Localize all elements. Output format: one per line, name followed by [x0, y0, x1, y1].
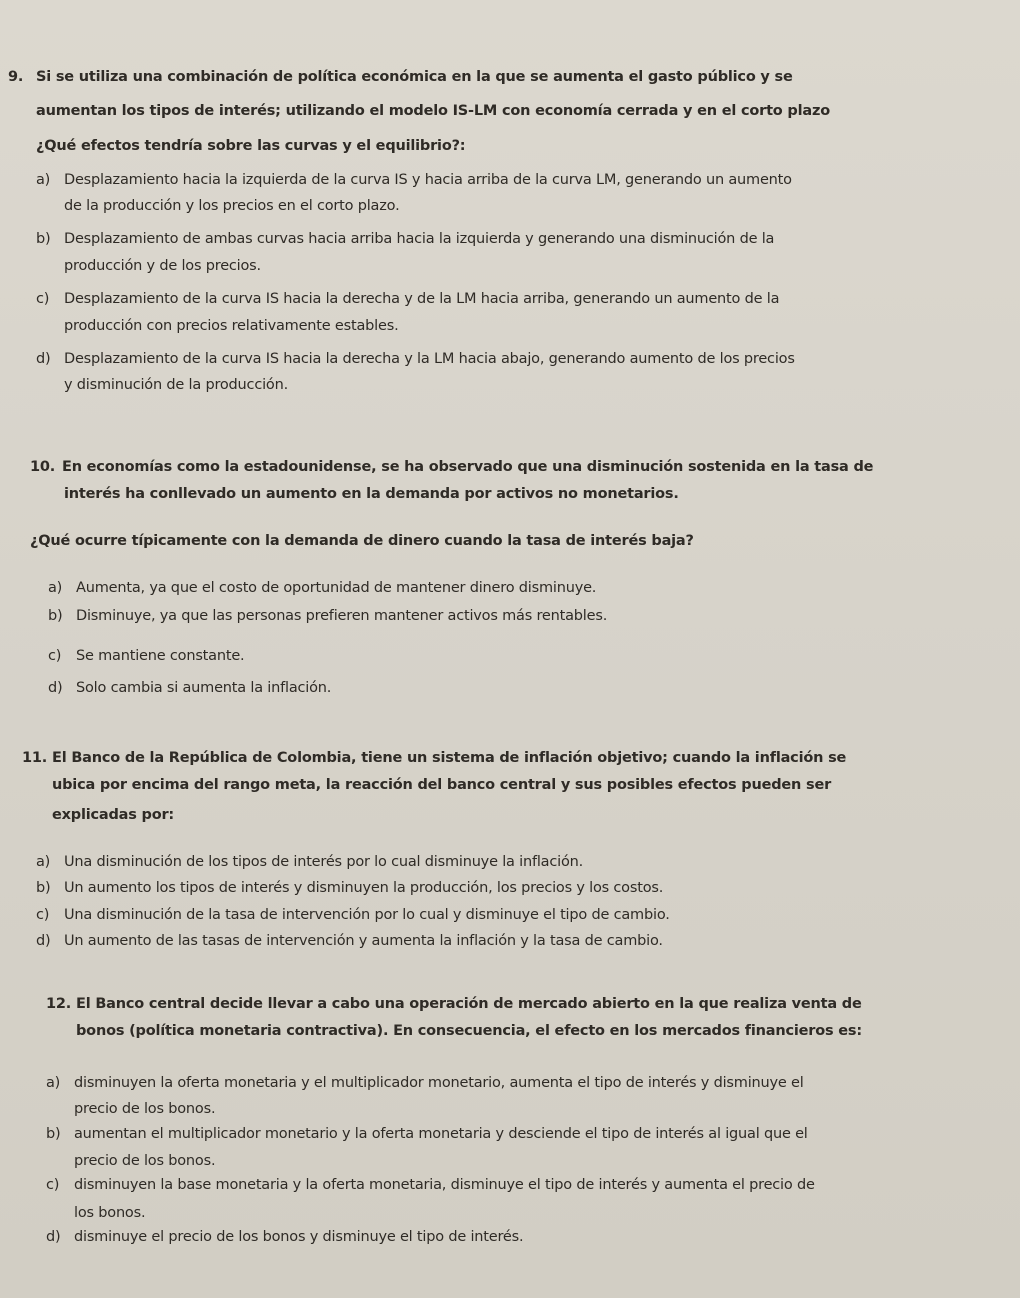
q10-option-d-letter: d)	[48, 680, 63, 696]
q11-stem-line-3: explicadas por:	[52, 807, 175, 823]
q9-option-b-line-2: producción y de los precios.	[64, 258, 261, 274]
q12-stem-line-1: 12. El Banco central decide llevar a cabo una operación de mercado abierto en la que realiza venta de	[46, 994, 862, 1015]
q12-option-d: d) disminuye el precio de los bonos y disminuye el tipo de interés.	[46, 1227, 523, 1248]
q10-stem-line-2: interés ha conllevado un aumento en la demanda por activos no monetarios.	[64, 486, 679, 502]
q9-option-b-letter: b)	[36, 231, 51, 247]
q9-option-a: a) Desplazamiento hacia la izquierda de la curva IS y hacia arriba de la curva LM, generando un aumento	[36, 170, 792, 191]
q10-option-b-letter: b)	[48, 608, 63, 624]
q12-option-c-letter: c)	[46, 1177, 60, 1193]
q10-number: 10.	[30, 459, 56, 475]
q9-option-d-line-2: y disminución de la producción.	[64, 377, 288, 393]
q10-option-c: c) Se mantiene constante.	[48, 646, 244, 667]
q9-option-c: c) Desplazamiento de la curva IS hacia la derecha y de la LM hacia arriba, generando un aumento de la	[36, 289, 779, 310]
q10-option-a-letter: a)	[48, 580, 63, 596]
q9-option-d: d) Desplazamiento de la curva IS hacia la derecha y la LM hacia abajo, generando aumento de los precios	[36, 349, 795, 370]
q9-option-c-letter: c)	[36, 291, 50, 307]
q11-option-b: b) Un aumento los tipos de interés y disminuyen la producción, los precios y los costos.	[36, 878, 663, 899]
q12-number: 12.	[46, 996, 72, 1012]
q12-option-d-letter: d)	[46, 1229, 61, 1245]
q11-option-d: d) Un aumento de las tasas de intervención y aumenta la inflación y la tasa de cambio.	[36, 931, 663, 952]
q9-option-a-line-2: de la producción y los precios en el corto plazo.	[64, 198, 400, 214]
q10-option-c-letter: c)	[48, 648, 62, 664]
q12-option-c-line-2: los bonos.	[74, 1205, 146, 1221]
q12-stem-line-2: bonos (política monetaria contractiva). En consecuencia, el efecto en los mercados financieros es:	[76, 1023, 862, 1039]
q11-option-d-letter: d)	[36, 933, 51, 949]
q11-option-b-letter: b)	[36, 880, 51, 896]
q12-option-b-letter: b)	[46, 1126, 61, 1142]
q12-option-a-line-2: precio de los bonos.	[74, 1101, 216, 1117]
q9-stem-line-2: aumentan los tipos de interés; utilizando el modelo IS-LM con economía cerrada y en el corto plazo	[36, 103, 830, 119]
q11-option-a: a) Una disminución de los tipos de interés por lo cual disminuye la inflación.	[36, 852, 583, 873]
q11-option-c-letter: c)	[36, 907, 50, 923]
q12-option-a: a) disminuyen la oferta monetaria y el multiplicador monetario, aumenta el tipo de interés y disminuye el	[46, 1073, 804, 1094]
q10-option-a: a) Aumenta, ya que el costo de oportunidad de mantener dinero disminuye.	[48, 578, 596, 599]
q11-option-c: c) Una disminución de la tasa de intervención por lo cual y disminuye el tipo de cambio.	[36, 905, 670, 926]
q12-option-c: c) disminuyen la base monetaria y la oferta monetaria, disminuye el tipo de interés y aumenta el precio de	[46, 1175, 815, 1196]
q9-option-d-letter: d)	[36, 351, 51, 367]
q10-stem-line-1: 10. En economías como la estadounidense, se ha observado que una disminución sostenida en la tasa de	[30, 457, 873, 478]
q9-option-a-letter: a)	[36, 172, 51, 188]
q11-stem-line-1: 11. El Banco de la República de Colombia, tiene un sistema de inflación objetivo; cuando la inflación se	[22, 748, 846, 769]
q9-option-c-line-2: producción con precios relativamente estables.	[64, 318, 399, 334]
q10-option-b: b) Disminuye, ya que las personas prefieren mantener activos más rentables.	[48, 606, 607, 627]
q12-option-b: b) aumentan el multiplicador monetario y la oferta monetaria y desciende el tipo de interés al igual que el	[46, 1124, 808, 1145]
q11-number: 11.	[22, 750, 48, 766]
q11-option-a-letter: a)	[36, 854, 51, 870]
q9-stem-line-3: ¿Qué efectos tendría sobre las curvas y el equilibrio?:	[36, 138, 466, 154]
q10-option-d: d) Solo cambia si aumenta la inflación.	[48, 678, 331, 699]
q11-stem-line-2: ubica por encima del rango meta, la reacción del banco central y sus posibles efectos pueden ser	[52, 777, 832, 793]
q9-number: 9.	[8, 69, 24, 85]
q12-option-a-letter: a)	[46, 1075, 61, 1091]
q10-question-line: ¿Qué ocurre típicamente con la demanda de dinero cuando la tasa de interés baja?	[30, 533, 694, 549]
q12-option-b-line-2: precio de los bonos.	[74, 1153, 216, 1169]
q9-option-b: b) Desplazamiento de ambas curvas hacia arriba hacia la izquierda y generando una disminución de la	[36, 229, 774, 250]
q9-stem-line-1: 9. Si se utiliza una combinación de política económica en la que se aumenta el gasto público y se	[8, 67, 793, 88]
